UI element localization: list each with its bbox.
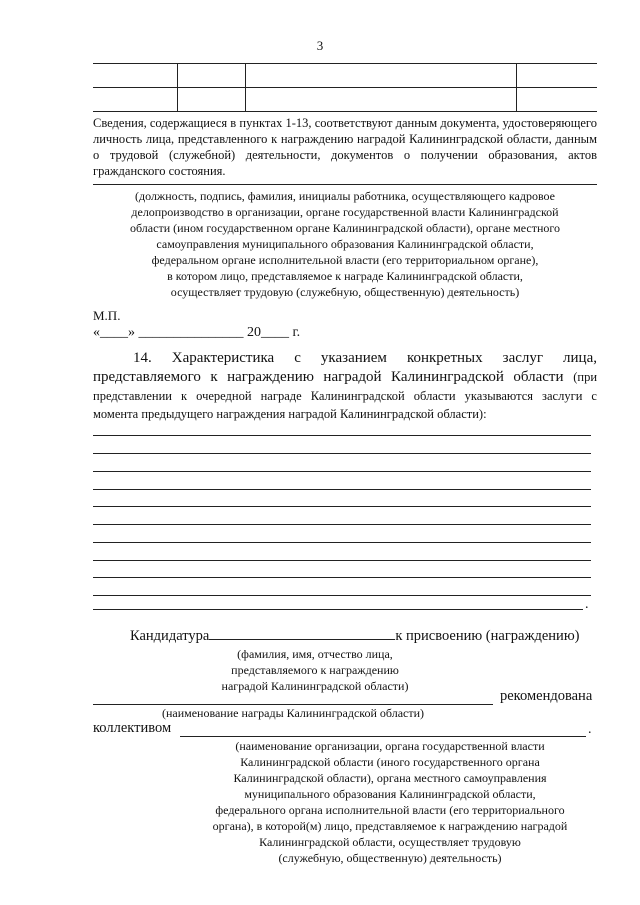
table-cell [93, 64, 178, 88]
svedeniya-paragraph: Сведения, содержащиеся в пунктах 1-13, соответствуют данным документа, удостоверяющего личность лица, представленного к награждению наградой Калининградской области, данным о трудовой (служебной) деятельности, документов о получении образования, актов гражданского состояния. [93, 116, 597, 178]
fill-line [93, 560, 591, 561]
caption-line: представляемого к награждению [231, 663, 399, 677]
caption-line: муниципального образования Калининградской области, [244, 787, 536, 801]
caption-line: органа), в которой(м) лицо, представляемое к награждению наградой [212, 819, 568, 833]
date-line: «____» _______________ 20____ г. [93, 325, 301, 340]
continuation-table [93, 63, 597, 112]
signature-line [93, 184, 597, 185]
fill-line [93, 524, 591, 525]
caption-line: в котором лицо, представляемое к награде Калининградской области, [167, 269, 523, 283]
stamp-place-label: М.П. [93, 308, 121, 323]
table-row [93, 88, 597, 112]
organization-blank [180, 736, 586, 737]
point-14-note: (при представлении к очередной награде Калининградской области указываются заслуги с момента предыдущего награждения наградой Калининградской области): [93, 370, 598, 421]
caption-line: осуществляет трудовую (служебную, общественную) деятельность) [170, 285, 520, 299]
rekomendovana-text: рекомендована [500, 688, 593, 704]
table-cell [246, 88, 517, 112]
table-cell [178, 64, 246, 88]
table-cell [246, 64, 517, 88]
caption-line: делопроизводство в организации, органе государственной власти Калининградской [131, 205, 559, 219]
kol-period: . [588, 722, 592, 737]
fill-line [93, 595, 591, 596]
signature-caption [93, 188, 597, 300]
point-14-title: 14. Характеристика с указанием конкретных заслуг лица, представляемого к награждению наградой Калининградской области [93, 350, 597, 385]
candidate-blank [209, 625, 395, 640]
caption-line: (фамилия, имя, отчество лица, [237, 647, 393, 661]
caption-line: области (ином государственном органе Калининградской области), органе местного [130, 221, 560, 235]
caption-line: Калининградской области), органа местного самоуправления [233, 771, 547, 785]
table-cell [93, 88, 178, 112]
kollektivom-label: коллективом [93, 720, 172, 736]
candidate-caption [180, 646, 450, 694]
caption-line: (наименование организации, органа государственной власти [235, 739, 545, 753]
organization-caption [180, 738, 600, 866]
table-row [93, 64, 597, 88]
kandidatura-label: Кандидатура [130, 628, 210, 644]
caption-line: федерального органа исполнительной власти (его территориального [215, 803, 565, 817]
fill-line [93, 471, 591, 472]
fill-line [93, 542, 591, 543]
closing-period: . [585, 597, 589, 612]
table-cell [178, 88, 246, 112]
fill-line [93, 453, 591, 454]
caption-line: (должность, подпись, фамилия, инициалы работника, осуществляющего кадровое [135, 189, 555, 203]
caption-line: Калининградской области, осуществляет трудовую [259, 835, 521, 849]
k-prisvoeniyu-text: к присвоению (награждению) [395, 628, 580, 644]
fill-line [93, 577, 591, 578]
fill-line [93, 435, 591, 436]
caption-line: самоуправления муниципального образования Калининградской области, [156, 237, 534, 251]
table-cell [517, 64, 598, 88]
page-number: 3 [316, 38, 324, 53]
caption-line: наградой Калининградской области) [221, 679, 409, 693]
kandidatura-line [130, 625, 579, 645]
fill-line [93, 489, 591, 490]
fill-line [93, 506, 591, 507]
caption-line: федеральном органе исполнительной власти (его территориальном органе), [151, 253, 539, 267]
award-caption: (наименование награды Калининградской области) [161, 706, 425, 720]
fill-line [93, 609, 583, 610]
caption-line: Калининградской области (иного государственного органа [240, 755, 540, 769]
point-14-heading [93, 349, 597, 423]
table-cell [517, 88, 598, 112]
caption-line: (служебную, общественную) деятельность) [278, 851, 502, 865]
